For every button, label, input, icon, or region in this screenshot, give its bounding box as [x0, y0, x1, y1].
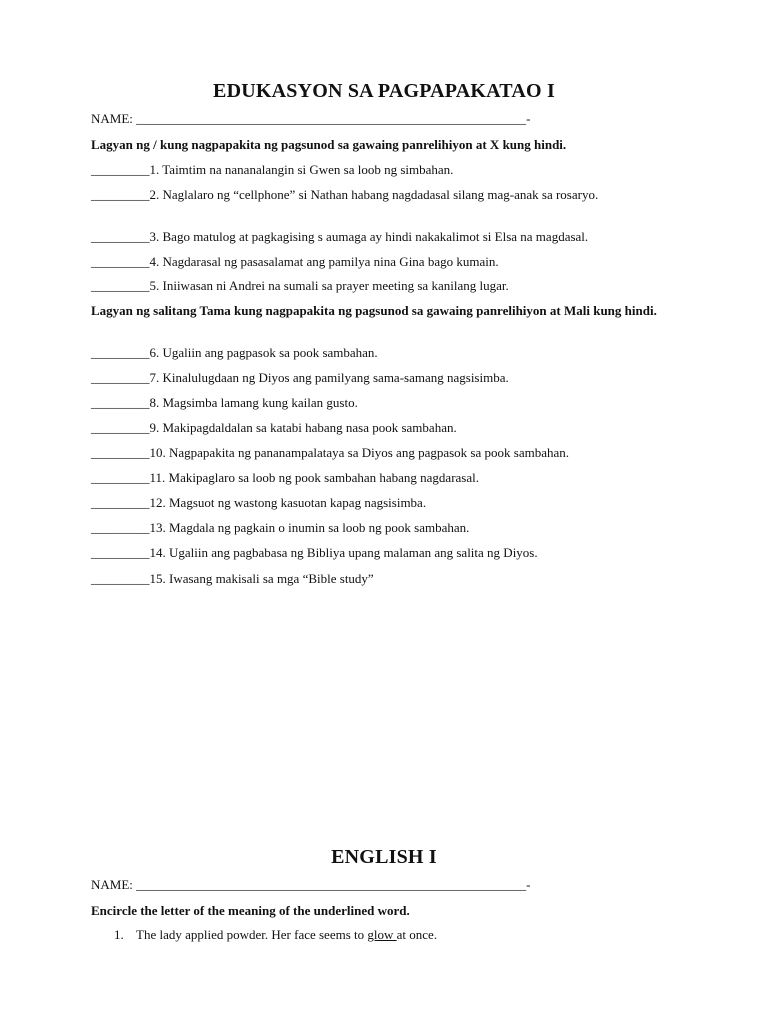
list-item: _________7. Kinalulugdaan ng Diyos ang pamilyang sama-samang nagsisimba.: [91, 370, 509, 385]
section-title-esp: EDUKASYON SA PAGPAPAKATAO I: [213, 80, 555, 102]
list-item: _________10. Nagpapakita ng pananampalataya sa Diyos ang pagpasok sa pook sambahan.: [91, 445, 569, 460]
question-text-before: The lady applied powder. Her face seems to: [136, 927, 368, 942]
list-item: _________11. Makipaglaro sa loob ng pook sambahan habang nagdarasal.: [91, 470, 479, 485]
list-item: _________1. Taimtim na nananalangin si Gwen sa loob ng simbahan.: [91, 162, 454, 177]
list-item: _________4. Nagdarasal ng pasasalamat ang pamilya nina Gina bago kumain.: [91, 254, 499, 269]
list-item: _________6. Ugaliin ang pagpasok sa pook sambahan.: [91, 345, 378, 360]
question-number: 1.: [114, 927, 124, 942]
list-item: _________12. Magsuot ng wastong kasuotan kapag nagsisimba.: [91, 495, 427, 510]
list-item: _________3. Bago matulog at pagkagising s aumaga ay hindi nakakalimot si Elsa na magdasal.: [91, 229, 589, 244]
name-field-english: NAME: ____________________________________________________________-: [91, 877, 531, 892]
question-1: [114, 927, 437, 943]
list-item: _________14. Ugaliin ang pagbabasa ng Bibliya upang malaman ang salita ng Diyos.: [91, 545, 538, 560]
list-item: _________15. Iwasang makisali sa mga “Bible study”: [91, 571, 374, 586]
list-item: _________5. Iniiwasan ni Andrei na sumali sa prayer meeting sa kanilang lugar.: [91, 278, 509, 293]
instruction-b: Lagyan ng salitang Tama kung nagpapakita ng pagsunod sa gawaing panrelihiyon at Mali kung hindi.: [91, 303, 657, 318]
instruction-english: Encircle the letter of the meaning of the underlined word.: [91, 903, 410, 918]
list-item: _________2. Naglalaro ng “cellphone” si Nathan habang nagdadasal silang mag-anak sa rosaryo.: [91, 187, 599, 202]
underlined-word: glow: [367, 927, 397, 942]
name-field-esp: NAME: ____________________________________________________________-: [91, 111, 531, 126]
section-title-english: ENGLISH I: [331, 846, 437, 868]
list-item: _________8. Magsimba lamang kung kailan gusto.: [91, 395, 358, 410]
list-item: _________9. Makipagdaldalan sa katabi habang nasa pook sambahan.: [91, 420, 457, 435]
instruction-a: Lagyan ng / kung nagpapakita ng pagsunod sa gawaing panrelihiyon at X kung hindi.: [91, 137, 567, 152]
question-text-after: at once.: [396, 927, 438, 942]
list-item: _________13. Magdala ng pagkain o inumin sa loob ng pook sambahan.: [91, 520, 470, 535]
